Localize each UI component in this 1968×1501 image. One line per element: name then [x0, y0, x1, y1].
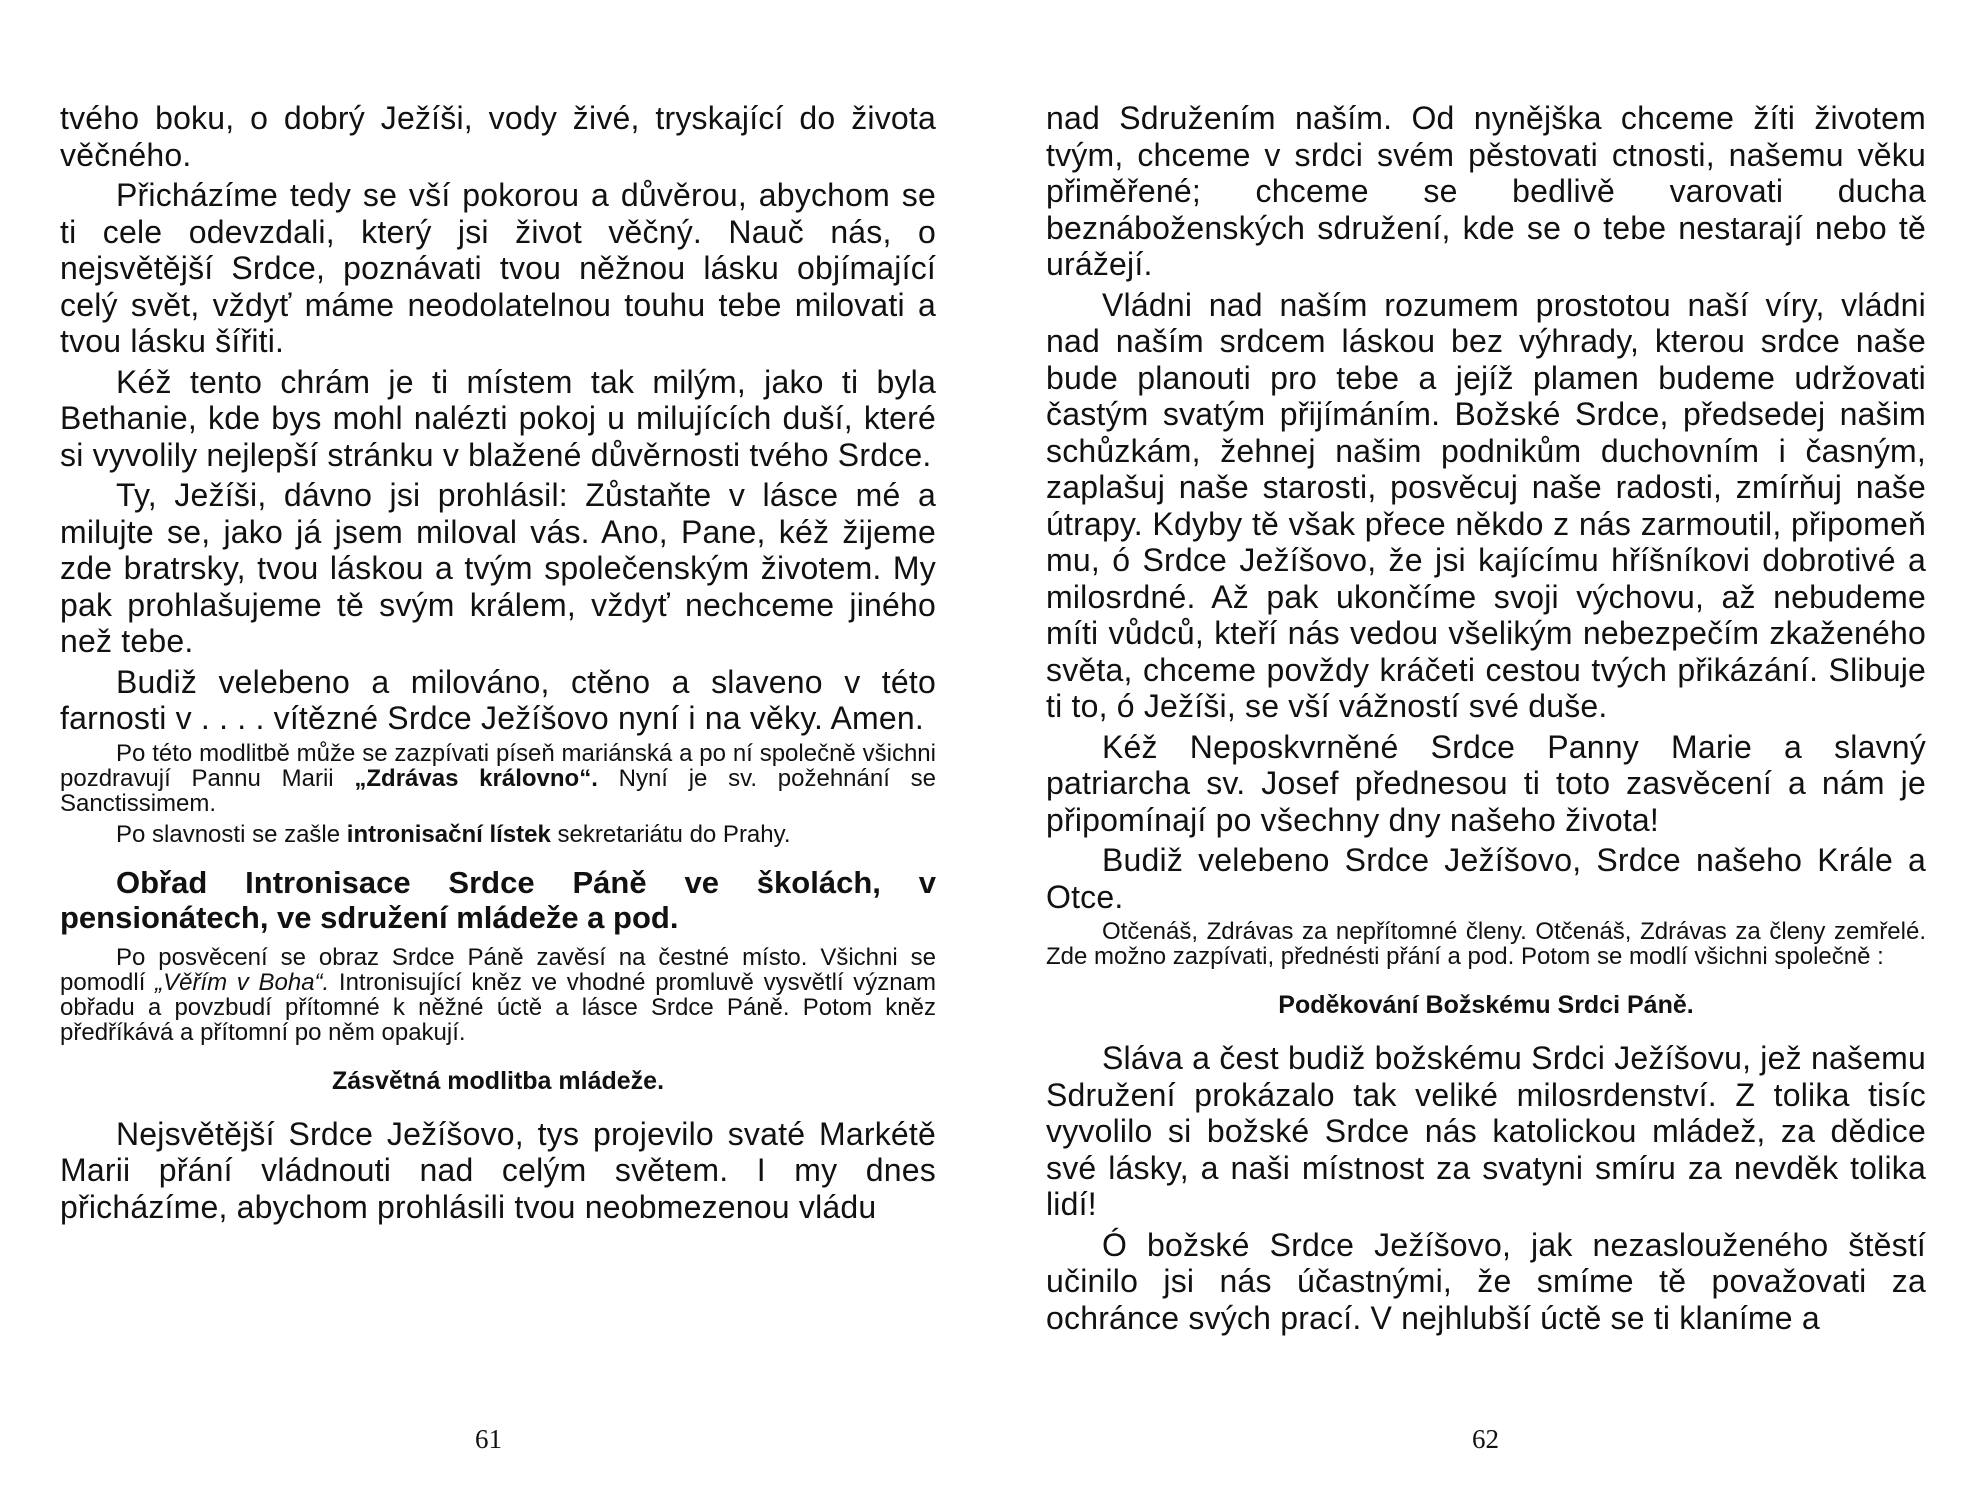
rubric-text: Intronisující kněz ve vhodné promluvě vysvětlí význam obřadu a povzbudí přítomné k něžné úctě a lásce Srdce Páně. Potom kněz předříkává a přítomní po něm opakují. — [60, 968, 936, 1046]
rubric-text: Po slavnosti se zašle — [116, 820, 347, 848]
rubric-text: Nyní je sv. požehnání se Sanctissimem. — [60, 764, 936, 817]
section-heading: Obřad Intronisace Srdce Páně ve školách, v pensionátech, ve sdružení mládeže a pod. — [60, 864, 936, 935]
paragraph: tvého boku, o dobrý Ježíši, vody živé, tryskající do života věčného. — [60, 100, 936, 173]
paragraph: Ó božské Srdce Ježíšovo, jak nezaslouženého štěstí učinilo jsi nás účastnými, že smíme tě považovati za ochránce svých prací. V nejhlubší úctě se ti klaníme a — [1046, 1226, 1926, 1336]
paragraph: Budiž velebeno Srdce Ježíšovo, Srdce našeho Krále a Otce. — [1046, 842, 1926, 915]
rubric-text: Po posvěcení se obraz Srdce Páně zavěsí na čestné místo. Všichni se pomodlí — [60, 943, 936, 996]
rubric-text: sekretariátu do Prahy. — [550, 820, 791, 848]
paragraph: Ty, Ježíši, dávno jsi prohlásil: Zůstaňte v lásce mé a milujte se, jako já jsem miloval vás. Ano, Pane, kéž žijeme zde bratrsky, tvou láskou a tvým společenským životem. My pak prohlašujeme tě svým králem, vždyť nechceme jiného než tebe. — [60, 477, 936, 659]
rubric-text: Po této modlitbě může se zazpívati píseň mariánská a po ní společně všichni pozdravují Pannu Marii — [60, 739, 936, 792]
paragraph: Kéž tento chrám je ti místem tak milým, jako ti byla Bethanie, kde bys mohl nalézti pokoj u milujících duší, které si vyvolily nejlepší stránku v blažené důvěrnosti tvého Srdce. — [60, 363, 936, 473]
left-page — [60, 100, 936, 1229]
rubric-bold: „Zdrávas královno“. — [354, 764, 598, 792]
paragraph: Kéž Neposkvrněné Srdce Panny Marie a slavný patriarcha sv. Josef přednesou ti toto zasvěcení a nám je připomínají po všechny dny našeho života! — [1046, 728, 1926, 838]
page-number: 61 — [475, 1424, 502, 1454]
rubric-note — [60, 741, 936, 816]
prayer-title: Zásvětná modlitba mládeže. — [331, 1066, 665, 1095]
rubric-italic: „Věřím v Boha“. — [155, 968, 330, 996]
rubric-note — [60, 822, 936, 847]
paragraph: nad Sdružením naším. Od nynějška chceme žíti životem tvým, chceme v srdci svém pěstovati ctnosti, našemu věku přiměřené; chceme se bedlivě varovati ducha beznáboženských sdružení, kde se o tebe nestarají nebo tě urážejí. — [1046, 100, 1926, 282]
prayer-title: Poděkování Božskému Srdci Páně. — [1278, 991, 1694, 1019]
rubric-note: Otčenáš, Zdrávas za nepřítomné členy. Otčenáš, Zdrávas za členy zemřelé. Zde možno zazpívati, přednésti přání a pod. Potom se modlí všichni společně : — [1046, 918, 1926, 970]
paragraph: Nejsvětější Srdce Ježíšovo, tys projevilo svaté Markétě Marii přání vládnouti nad celým světem. I my dnes přicházíme, abychom prohlásili tvou neobmezenou vládu — [60, 1115, 936, 1225]
rubric-note — [60, 945, 936, 1045]
paragraph: Přicházíme tedy se vší pokorou a důvěrou, abychom se ti cele odevzdali, který jsi život věčný. Nauč nás, o nejsvětější Srdce, poznávati tvou něžnou lásku objímající celý svět, vždyť máme neodolatelnou touhu tebe milovati a tvou lásku šířiti. — [60, 177, 936, 359]
page-number: 62 — [1472, 1424, 1499, 1454]
paragraph: Vládni nad naším rozumem prostotou naší víry, vládni nad naším srdcem láskou bez výhrady, kterou srdce naše bude planouti pro tebe a jejíž plamen budeme udržovati častým svatým přijímáním. Božské Srdce, předsedej našim schůzkám, žehnej našim podnikům duchovním i časným, zaplašuj naše starosti, posvěcuj naše radosti, zmírňuj naše útrapy. Kdyby tě však přece někdo z nás zarmoutil, připomeň mu, ó Srdce Ježíšovo, že jsi kajícímu hříšníkovi dobrotivé a milosrdné. Až pak ukončíme svoji výchovu, až nebudeme míti vůdců, kteří nás vedou všelikým nebezpečím zkaženého světa, chceme povždy kráčeti cestou tvých přikázání. Slibuje ti to, ó Ježíši, se vší vážností své duše. — [1046, 286, 1926, 724]
right-page — [1046, 100, 1926, 1340]
rubric-bold: intronisační lístek — [346, 820, 551, 848]
paragraph: Sláva a čest budiž božskému Srdci Ježíšovu, jež našemu Sdružení prokázalo tak veliké milosrdenství. Z tolika tisíc vyvolilo si božské Srdce nás katolickou mládež, za dědice své lásky, a naši místnost za svatyni smíru za nevděk tolika lidí! — [1046, 1040, 1926, 1222]
paragraph: Budiž velebeno a milováno, ctěno a slaveno v této farnosti v . . . . vítězné Srdce Ježíšovo nyní i na věky. Amen. — [60, 663, 936, 736]
